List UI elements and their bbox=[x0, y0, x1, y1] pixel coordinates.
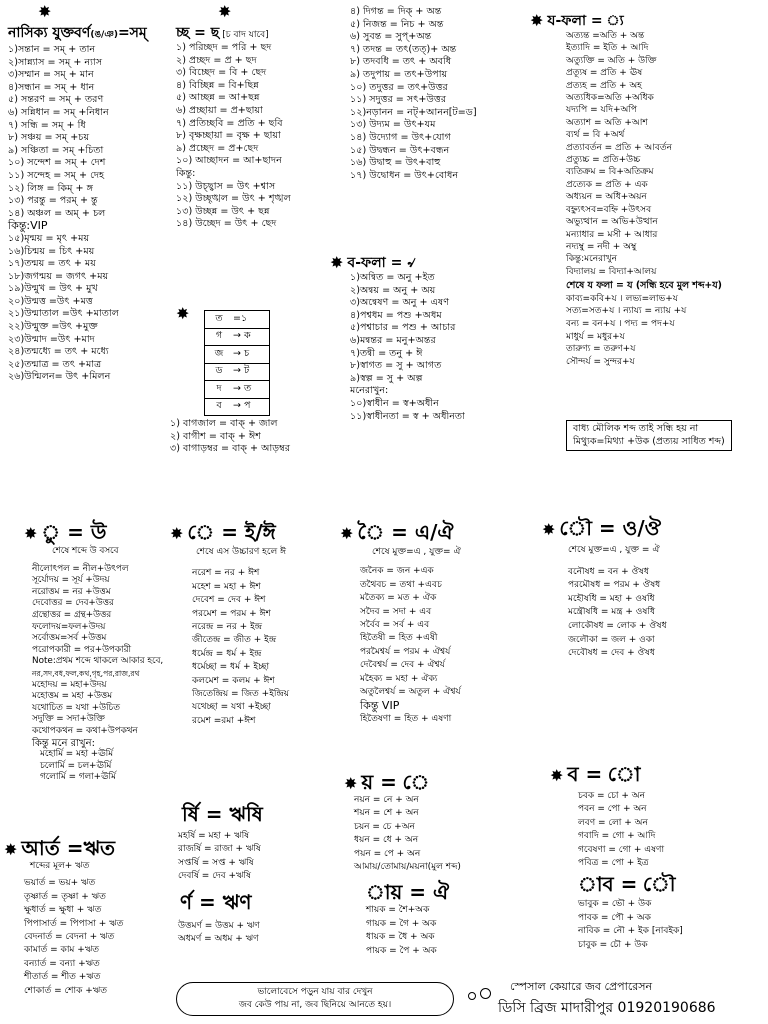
list-item: ধর্মেচ্ছা = ধর্ম + ইচ্ছা bbox=[192, 662, 270, 673]
list-item: ৯)স্বল্প = সু + অল্প bbox=[350, 372, 423, 384]
cloud-bubble bbox=[468, 992, 476, 1000]
list-item: ১১) সদুত্তর = সৎ+উত্তর bbox=[350, 94, 447, 106]
list-item: ২২)উন্মুক্ত =উৎ +মুক্ত bbox=[8, 321, 98, 333]
list-item: নয়ন = নে + অন bbox=[354, 795, 419, 805]
list-item: ১৩) উচ্ছন্ন = উৎ + ছন্ন bbox=[176, 205, 270, 217]
list-item: ক্ষুধার্ত = ক্ষুধা + ঋত bbox=[24, 905, 102, 916]
list-item: যদ্যপি = যদি+অপি bbox=[566, 105, 637, 116]
list-item: ৩) বাগাড়ম্বর = বাক্ + আড়ম্বর bbox=[170, 443, 291, 455]
list-item: ১২)নড়ানন = নট্+আনন[ট=ড] bbox=[350, 106, 477, 118]
list-item: হিতৈষী = হিত +এষী bbox=[360, 633, 438, 644]
list-item: প্রত্যুচ্চ = প্রতি+উচ্চ bbox=[566, 155, 641, 166]
list-item: ১৩) পরন্তু = পরম্ + ন্তু bbox=[8, 195, 98, 207]
col3-list bbox=[350, 6, 477, 182]
list-item: অধমর্ণ = অধম + ঋণ bbox=[178, 934, 259, 945]
remember-label: মনেরাখুন: bbox=[350, 385, 389, 397]
list-item: নাবিক = নৌ + ইক [নাবইক] bbox=[578, 926, 683, 937]
list-item: বহ্ন্যুৎসব=বহ্নি +উৎসব bbox=[566, 204, 652, 215]
list-item: অতুলৈশ্বর্য = অতুল + ঐশ্বর্য bbox=[360, 687, 461, 698]
list-item: পরমৈশ্বর্য = পরম + ঐশ্বর্য bbox=[360, 646, 451, 657]
ba-section bbox=[550, 762, 683, 952]
list-item: জলৌকা = জল + ওকা bbox=[568, 634, 655, 645]
table-row: ত =১ bbox=[215, 312, 248, 324]
list-item: চলোর্মি = চল+ঊর্মি bbox=[40, 760, 112, 771]
list-item: ২৬)উন্মিলন= উৎ +মিলন bbox=[8, 371, 111, 383]
ii-sub: শেষে এস উচ্চারণ হলে ঈ bbox=[196, 547, 286, 557]
list-item: ৮) তদবধি = তৎ + অবধি bbox=[350, 56, 452, 68]
list-item: ১১)স্বাধীনতা = স্ব + অধীনতা bbox=[350, 410, 465, 422]
list-item: ১৬) উদ্বাহু = উৎ+বাহু bbox=[350, 157, 441, 169]
list-item: পরোপকারী = পর+উপকারী bbox=[32, 644, 131, 655]
list-item: দেবোত্তর = দেব+উত্তর bbox=[32, 598, 114, 609]
list-item: মহোর্মি = মহা +ঊর্মি bbox=[40, 749, 114, 760]
list-item: ৬) সুবন্ত = সুপ্+অন্ত bbox=[350, 31, 432, 43]
list-item: প্রত্যেক = প্রতি + এক bbox=[566, 179, 648, 190]
list-item: বন্যার্ত = বন্যা +ঋত bbox=[24, 958, 100, 969]
note-line: Note:প্রথম শব্দে থাকলে আকার হবে, bbox=[32, 656, 164, 667]
nasikya-list bbox=[8, 44, 147, 384]
list-item: ২১)উন্মাতাল =উৎ +মাতাল bbox=[8, 308, 119, 320]
list-item: সর্বোত্তম=সর্ব +উত্তম bbox=[32, 633, 107, 644]
list-item: ধর্মেন্দ্র = ধর্ম + ইন্দ্র bbox=[192, 648, 262, 659]
nasikya-section bbox=[8, 2, 147, 384]
chchha-heading: চ্ছ = ছ [চ বাদ যাবে] bbox=[176, 25, 269, 41]
list-item: বেদনার্ত = বেদনা + ঋত bbox=[24, 932, 115, 943]
star-icon: ✸ bbox=[38, 2, 52, 21]
list-item: শায়ক = শৈ+অক bbox=[366, 905, 430, 916]
list-item: ৯) সঞ্চিতা = সম্ +চিতা bbox=[8, 144, 104, 156]
list-item: নদ্যম্বু = নদী + অম্বু bbox=[566, 241, 637, 252]
list-item: জীতেন্দ্র = জীত + ইন্দ্র bbox=[192, 635, 277, 646]
ou-sub: শেষে মুক্ত=এ , যুক্ত = ঐ bbox=[568, 545, 660, 555]
u-section bbox=[24, 520, 163, 784]
list-item: মন্যাধার = মসী + আধার bbox=[566, 229, 658, 240]
list-item: ১০) তদুত্তর = তৎ+উত্তর bbox=[350, 81, 448, 93]
arsi-heading: র্ষি = ঋষি bbox=[182, 802, 263, 826]
list-item: ২০)উন্মত্ত =উৎ +মত্ত bbox=[8, 295, 93, 307]
yafala-heading: ✸ য-ফলা = ্য bbox=[530, 11, 624, 30]
list-item: ৯) প্রচ্ছেদ = প্র+ছেদ bbox=[176, 142, 259, 154]
list-item: চাবুক = চৌ + উক bbox=[578, 939, 648, 950]
list-item: ১) পরিচ্ছদ = পরি + ছদ bbox=[176, 42, 272, 53]
list-item: ২৫)তন্মাত্র = তৎ +মাত্র bbox=[8, 358, 102, 370]
list-item: ফলোদয়=ফল+উদয় bbox=[32, 621, 106, 632]
list-item: ব্যতিক্রম = বি+অতিক্রম bbox=[566, 167, 654, 178]
star-icon: ✸ bbox=[176, 304, 190, 323]
list-item: অভ্যুত্থান = অভি+উত্থান bbox=[566, 217, 658, 228]
list-item: ৯) তদুপায় = তৎ+উপায় bbox=[350, 68, 448, 80]
list-item: ভয়ার্ত = ভয়+ ঋত bbox=[24, 878, 96, 889]
ou-section bbox=[542, 516, 667, 661]
list-item: ১০) আচ্ছাদন = আ+ছাদন bbox=[176, 155, 282, 167]
list-item: আমায়/তোমায়/ময়না(মুল শব্দ) bbox=[354, 862, 461, 873]
note-box: বাধ্য মৌলিক শব্দ তাই সন্ধি হয় না মিথ্যুক=মিথ্যা +উক (প্রত্যয় সাধিত শব্দ) bbox=[566, 420, 732, 451]
list-item: হিতৈষণা = হিত + এষণা bbox=[360, 713, 452, 724]
list-item: গবেষণা = গো + এষণা bbox=[578, 844, 665, 855]
list-item: রাজর্ষি = রাজা + ঋষি bbox=[178, 844, 261, 855]
list-item: ৭) প্রতিচ্ছবি = প্রতি + ছবি bbox=[176, 117, 283, 129]
list-item: ৫) সন্তরণ = সম্ + তরণ bbox=[8, 94, 104, 106]
list-item: ১৮)জগন্ময় = জগৎ +ময় bbox=[8, 270, 109, 282]
list-item: ২) বাগীশ = বাক্ + ঈশ bbox=[170, 430, 261, 442]
kintu-label: কিন্তু: bbox=[176, 167, 196, 179]
vip-label: কিন্তু VIP bbox=[360, 699, 400, 713]
list-item: ১৭)তন্ময় = তৎ + ময় bbox=[8, 258, 96, 270]
list-item: প্রত্যূষ = প্রতি + ঊষ bbox=[566, 68, 643, 79]
list-item: নরেশ = নর + ঈশ bbox=[192, 568, 260, 579]
list-item: ১১) উচ্ছ্বাস = উৎ +শ্বাস bbox=[176, 180, 276, 192]
list-item: ৭)তন্বী = তনু + ঈ bbox=[350, 347, 423, 359]
list-item: ১৩) উদ্যম = উৎ+যম bbox=[350, 119, 436, 131]
arta-section bbox=[4, 836, 123, 998]
list-item: ৭) সন্ধি = সম্ + ধি bbox=[8, 119, 86, 131]
footer-line-2: ডিসি ব্রিজ মাদারীপুর 01920190686 bbox=[498, 1000, 716, 1016]
list-item: তারুণ্য = তরুণ+য bbox=[566, 344, 636, 355]
list-item: মতৈক্য = মত + ঐক bbox=[360, 593, 437, 604]
list-item: দেবৈশ্বর্য = দেব + ঐশ্বর্য bbox=[360, 660, 445, 671]
list-item: মহেশ = মহা + ঈশ bbox=[192, 581, 261, 592]
list-item: নীলোৎপল = নীল+উৎপল bbox=[32, 563, 129, 574]
list-item: উত্তমর্ণ = উত্তম + ঋণ bbox=[178, 920, 260, 931]
bafala-section bbox=[330, 254, 465, 423]
list-item: সৌন্দর্য = সুন্দর+য bbox=[566, 356, 635, 367]
list-item: গ্রন্থোত্তর = গ্রন্থ+উত্তর bbox=[32, 609, 112, 620]
list-item: নরেন্দ্র = নর + ইন্দ্র bbox=[192, 622, 263, 633]
list-item: ১০)স্বাধীন = স্ব+অধীন bbox=[350, 397, 439, 409]
table-row: ব → প bbox=[205, 398, 269, 416]
list-item: ১৪) উদ্যোগ = উৎ+যোগ bbox=[350, 131, 451, 143]
ii-heading: ✸ ে = ই/ঈ bbox=[170, 520, 276, 544]
list-item: পাবক = পৌ + অক bbox=[578, 912, 651, 923]
list-item: চবক = চো + অন bbox=[578, 791, 645, 801]
list-item: ১)অন্বিত = অনু +ইত bbox=[350, 272, 435, 283]
arta-sub: শব্দের মূল+ ঋত bbox=[30, 861, 90, 871]
footer-line-1: স্পেসাল কেয়ারে জব প্রেপারেসন bbox=[510, 980, 653, 993]
list-item: ৪) দিগন্ত = দিক্ + অন্ত bbox=[350, 6, 442, 17]
ou-heading: ✸ ৌ = ও/ঔ bbox=[542, 516, 662, 540]
list-item: শয়ন = শে + অন bbox=[354, 808, 419, 819]
list-item: কাব্য=কবি+য । লভ্য=লাভ+য bbox=[566, 293, 678, 304]
yafala-section bbox=[530, 12, 722, 368]
list-item: দেবর্ষি = দেব +ঋষি bbox=[178, 871, 251, 882]
note-line: নর,সদ,বধ,ফল,কথ,গৃহ,পর,রাজ,রথ bbox=[32, 668, 140, 678]
list-item: পবিত্র = পো + ইত্র bbox=[578, 858, 649, 869]
u-sub: শেষে শব্দে উ বসবে bbox=[52, 546, 119, 556]
list-item: ১৪) অঞ্চল = অম্ + চল bbox=[8, 207, 106, 219]
list-item: ৬)মন্বন্তর = মনু+অন্তর bbox=[350, 334, 436, 346]
list-item: ৩) বিচ্ছেদ = বি + ছেদ bbox=[176, 67, 267, 79]
list-item: পরমৌষধ = পরম + ঔষধ bbox=[568, 580, 661, 591]
conversion-table bbox=[204, 310, 270, 416]
list-item: লোকৌষধ = লোক + ঔষধ bbox=[568, 620, 667, 631]
list-item: চয়ন = চে +অন bbox=[354, 821, 415, 832]
list-item: ৮)স্বাগত = সু + আগত bbox=[350, 360, 442, 372]
list-item: অত্যাশ = অতি +আশ bbox=[566, 117, 648, 128]
list-item: গলোর্মি = গলা+ঊর্মি bbox=[40, 772, 116, 783]
list-item: সর্বৈব = সর্ব + এব bbox=[360, 620, 430, 631]
list-item: অত্যধিক=অতি +অধিক bbox=[566, 93, 654, 104]
list-item: যথোচিত = যথা +উচিত bbox=[32, 702, 120, 713]
star-icon: ✸ bbox=[24, 523, 38, 543]
list-item: সূর্যোদয় = সূর্য +উদয় bbox=[32, 575, 110, 586]
ba-heading-2: াব = ৌ bbox=[578, 872, 676, 897]
list-item: দেবৌষধ = দেব + ঔষধ bbox=[568, 648, 655, 659]
list-item: মহর্ষি = মহা + ঋষি bbox=[178, 831, 250, 841]
list-item: অধ্যয়ন = অধি+অয়ন bbox=[566, 192, 647, 203]
list-item: ৮) সঞ্চয় = সম্ +চয় bbox=[8, 132, 90, 144]
nasikya-heading: নাসিক্য যুক্তবর্ণ(ঙ/ঞ)=সম্ bbox=[8, 25, 147, 41]
oi-heading: ✸ ৈ = এ/ঐ bbox=[340, 520, 454, 544]
list-item: ৪) বিচ্ছিন্ন = বি+ছিন্ন bbox=[176, 79, 259, 91]
vip-label: কিন্তু:VIP bbox=[8, 219, 48, 233]
list-item: প্রত্যাবর্তন = প্রতি + আবর্তন bbox=[566, 142, 673, 153]
list-item: ১)সন্তান = সম্ + তান bbox=[8, 44, 96, 55]
list-item: সত্য=সত+য । ন্যায্য = ন্যায় +য bbox=[566, 306, 687, 317]
list-item: ১৫) উদ্বন্ধন = উৎ+বন্ধন bbox=[350, 144, 450, 156]
list-item: ৪)পশ্বধম = পশু +অধম bbox=[350, 309, 442, 321]
list-item: গায়ক = গৈ + অক bbox=[366, 918, 437, 929]
star-icon: ✸ bbox=[542, 519, 556, 539]
star-icon: ✸ bbox=[218, 2, 232, 21]
list-item: কলমেশ = কলম + ঈশ bbox=[192, 675, 275, 686]
list-item: ৮) বৃক্ষচ্ছায়া = বৃক্ষ + ছায়া bbox=[176, 130, 281, 142]
list-item: শোকার্ত = শোক +ঋত bbox=[24, 985, 107, 996]
star-icon: ✸ bbox=[4, 839, 18, 859]
list-item: ২) প্রচ্ছদ = প্র + ছদ bbox=[176, 54, 257, 66]
list-item: জনৈক = জন +এক bbox=[360, 566, 434, 577]
list-item: ১) বাগজাল = বাক্ + জাল bbox=[170, 418, 278, 429]
list-item: ৬) সন্নিধান = সম্ +নিধান bbox=[8, 106, 109, 118]
list-item: সদুক্তি = সদা+উক্তি bbox=[32, 714, 105, 725]
list-item: পয়ন = পে + অন bbox=[354, 848, 421, 859]
list-item: ১২) লিঙ্গ = কিম্ + ঙ্গ bbox=[8, 182, 93, 194]
star-icon: ✸ bbox=[340, 523, 354, 543]
list-item: ৫) নিজন্ত = নিচ + অন্ত bbox=[350, 18, 444, 30]
list-item: ১৬)চিন্ময় = চিৎ +ময় bbox=[8, 245, 95, 257]
ya-heading: ✸ য় = ে bbox=[344, 770, 430, 794]
list-item: প্রত্যহ = প্রতি + অহ bbox=[566, 80, 642, 91]
list-item: মহোত্তম = মহা +উত্তম bbox=[32, 691, 112, 702]
list-item: ১৫)মৃন্ময় = মৃৎ +ময় bbox=[8, 232, 90, 244]
list-item: সদৈব = সদা + এব bbox=[360, 606, 432, 617]
ya-section bbox=[344, 770, 461, 958]
cloud-bubble bbox=[480, 988, 491, 999]
list-item: কথোপকথন = কথা+উপকথন bbox=[32, 725, 138, 736]
list-item: ৩)সম্মান = সম্ + মান bbox=[8, 69, 94, 81]
list-item: ২)অন্বয় = অনু + অয় bbox=[350, 284, 436, 296]
star-icon: ✸ bbox=[330, 253, 344, 272]
table-examples bbox=[170, 418, 290, 456]
arna-heading: র্ণ = ঋণ bbox=[180, 889, 252, 914]
list-item: ২৪)তন্মধ্যে = তৎ + মধ্যে bbox=[8, 346, 109, 358]
list-item: ১০) সন্দেশ = সম্ + দেশ bbox=[8, 157, 106, 169]
list-item: ১২) উচ্ছৃঙ্খল = উৎ + শৃঙ্খল bbox=[176, 193, 291, 205]
table-row: ড → ট bbox=[205, 363, 269, 381]
table-row: গ → ক bbox=[205, 328, 269, 346]
list-item: জিতেন্দ্রিয় = জিত +ইন্দ্রিয় bbox=[192, 689, 290, 700]
list-item: ৩)অন্বেষণ = অনু + এষণ bbox=[350, 297, 450, 309]
rule-heading: শেষে য ফলা = য (সন্ধি হবে মুল শব্দ+য) bbox=[566, 280, 722, 292]
list-item: ইত্যাদি = ইতি + আদি bbox=[566, 43, 649, 54]
list-item: বন্য = বন+য । পদ্য = পদ+য bbox=[566, 318, 675, 329]
star-icon: ✸ bbox=[344, 773, 358, 793]
table-row: দ → ত bbox=[205, 380, 269, 398]
list-item: ১১) সন্দেহ = সম্ + দেহ bbox=[8, 169, 105, 181]
list-item: লবণ = লো + অন bbox=[578, 817, 648, 828]
list-item: ৭) তদন্ত = তৎ(তত্)+ অন্ত bbox=[350, 43, 457, 55]
list-item: মহোদয় = মহা+উদয় bbox=[32, 679, 107, 690]
list-item: মাধুর্য = মধুর+য bbox=[566, 331, 625, 342]
list-item: মহৈক্য = মহা + ঐক্য bbox=[360, 673, 438, 684]
list-item: দেবেশ = দেব + ঈশ bbox=[192, 595, 266, 606]
list-item: পিপাসার্ত = পিপাসা + ঋত bbox=[24, 918, 124, 929]
list-item: যথেচ্ছা = যথা +ইচ্ছা bbox=[192, 702, 271, 713]
ii-section bbox=[170, 520, 289, 728]
list-item: ২৩)উন্মাদ =উৎ +মাদ bbox=[8, 333, 95, 345]
oi-section bbox=[340, 520, 461, 726]
list-item: কামার্ত = কাম +ঋত bbox=[24, 945, 100, 956]
chchha-section bbox=[176, 2, 291, 231]
kintu-label: কিন্তু:মনেরাখুন bbox=[566, 254, 617, 265]
ba-heading: ✸ ব = ো bbox=[550, 762, 641, 786]
list-item: ১৭) উদ্বোধন = উৎ+বোধন bbox=[350, 169, 459, 181]
list-item: পায়ক = পৈ + অক bbox=[366, 945, 437, 956]
list-item: ধায়ক = ধৈ + অক bbox=[366, 932, 435, 943]
star-icon: ✸ bbox=[170, 523, 184, 543]
arta-heading: ✸ আর্ত =ঋত bbox=[4, 836, 116, 860]
bafala-heading: ✸ ব-ফলা = ৵ bbox=[330, 253, 416, 272]
table-row: জ → চ bbox=[205, 345, 269, 363]
list-item: পবন = পো + অন bbox=[578, 804, 647, 815]
arsi-section bbox=[178, 802, 263, 946]
ya-heading-2: ায় = ঐ bbox=[366, 880, 450, 905]
list-item: ১৪) উচ্ছেদ = উৎ + ছেদ bbox=[176, 218, 277, 230]
list-item: বিদ্যালয় = বিদ্যা+আলয় bbox=[566, 266, 657, 277]
list-item: নরোত্তম = নর +উত্তম bbox=[32, 586, 111, 597]
oi-sub: শেষে মুক্ত=এ , যুক্ত= ঐ bbox=[372, 547, 461, 557]
list-item: ৪)সন্ধান = সম্ + ধান bbox=[8, 81, 95, 93]
list-item: তৃষ্ণার্ত = তৃষ্ণা + ঋত bbox=[24, 891, 106, 902]
list-item: ৬) প্রচ্ছায়া = প্র+ছায়া bbox=[176, 104, 263, 116]
motivation-cloud: ভালোবেসে পড়ুন যায় বার দেখুন জব কেউ পায় না, জব ছিনিয়ে আনতে হয়। bbox=[176, 982, 454, 1016]
list-item: সপ্তর্ষি = সপ্ত + ঋষি bbox=[178, 857, 254, 868]
list-item: ভাবুক = ভৌ + উক bbox=[578, 899, 652, 910]
list-item: তথৈবচ = তথা +এবচ bbox=[360, 579, 442, 590]
list-item: শীতার্ত = শীত +ঋত bbox=[24, 972, 101, 983]
list-item: মহৌষধি = মহা + ওষধি bbox=[568, 593, 655, 604]
list-item: ২)সান্ন্যাস = সম্ + ন্যাস bbox=[8, 56, 103, 68]
star-icon: ✸ bbox=[550, 765, 564, 785]
list-item: পরমেশ = পরম + ঈশ bbox=[192, 608, 271, 619]
u-heading: ✸ ু = উ bbox=[24, 520, 107, 544]
remember-label: কিন্তু মনে রাখুন: bbox=[32, 737, 95, 749]
list-item: ১৯)উন্মুখ = উৎ + মুখ bbox=[8, 283, 98, 295]
star-icon: ✸ bbox=[530, 11, 544, 30]
list-item: গবাদি = গো + আদি bbox=[578, 831, 656, 842]
list-item: ধয়ন = ধে + অন bbox=[354, 835, 419, 846]
list-item: রমেশ =রমা +ঈশ bbox=[192, 715, 256, 726]
list-item: ব্যর্থ = বি +অর্থ bbox=[566, 130, 625, 141]
list-item: অত্যুক্তি = অতি + উক্তি bbox=[566, 55, 657, 66]
list-item: ৫) আচ্ছন্ন = আ+ছন্ন bbox=[176, 92, 260, 104]
list-item: অত্যন্ত =অতি + অন্ত bbox=[566, 31, 645, 41]
list-item: ৫)পশ্বাচার = পশু + আচার bbox=[350, 322, 456, 334]
list-item: বনৌষধ = বন + ঔষধ bbox=[568, 566, 649, 577]
list-item: মন্ত্রৌষধি = মন্ত্র + ওষধি bbox=[568, 607, 655, 618]
